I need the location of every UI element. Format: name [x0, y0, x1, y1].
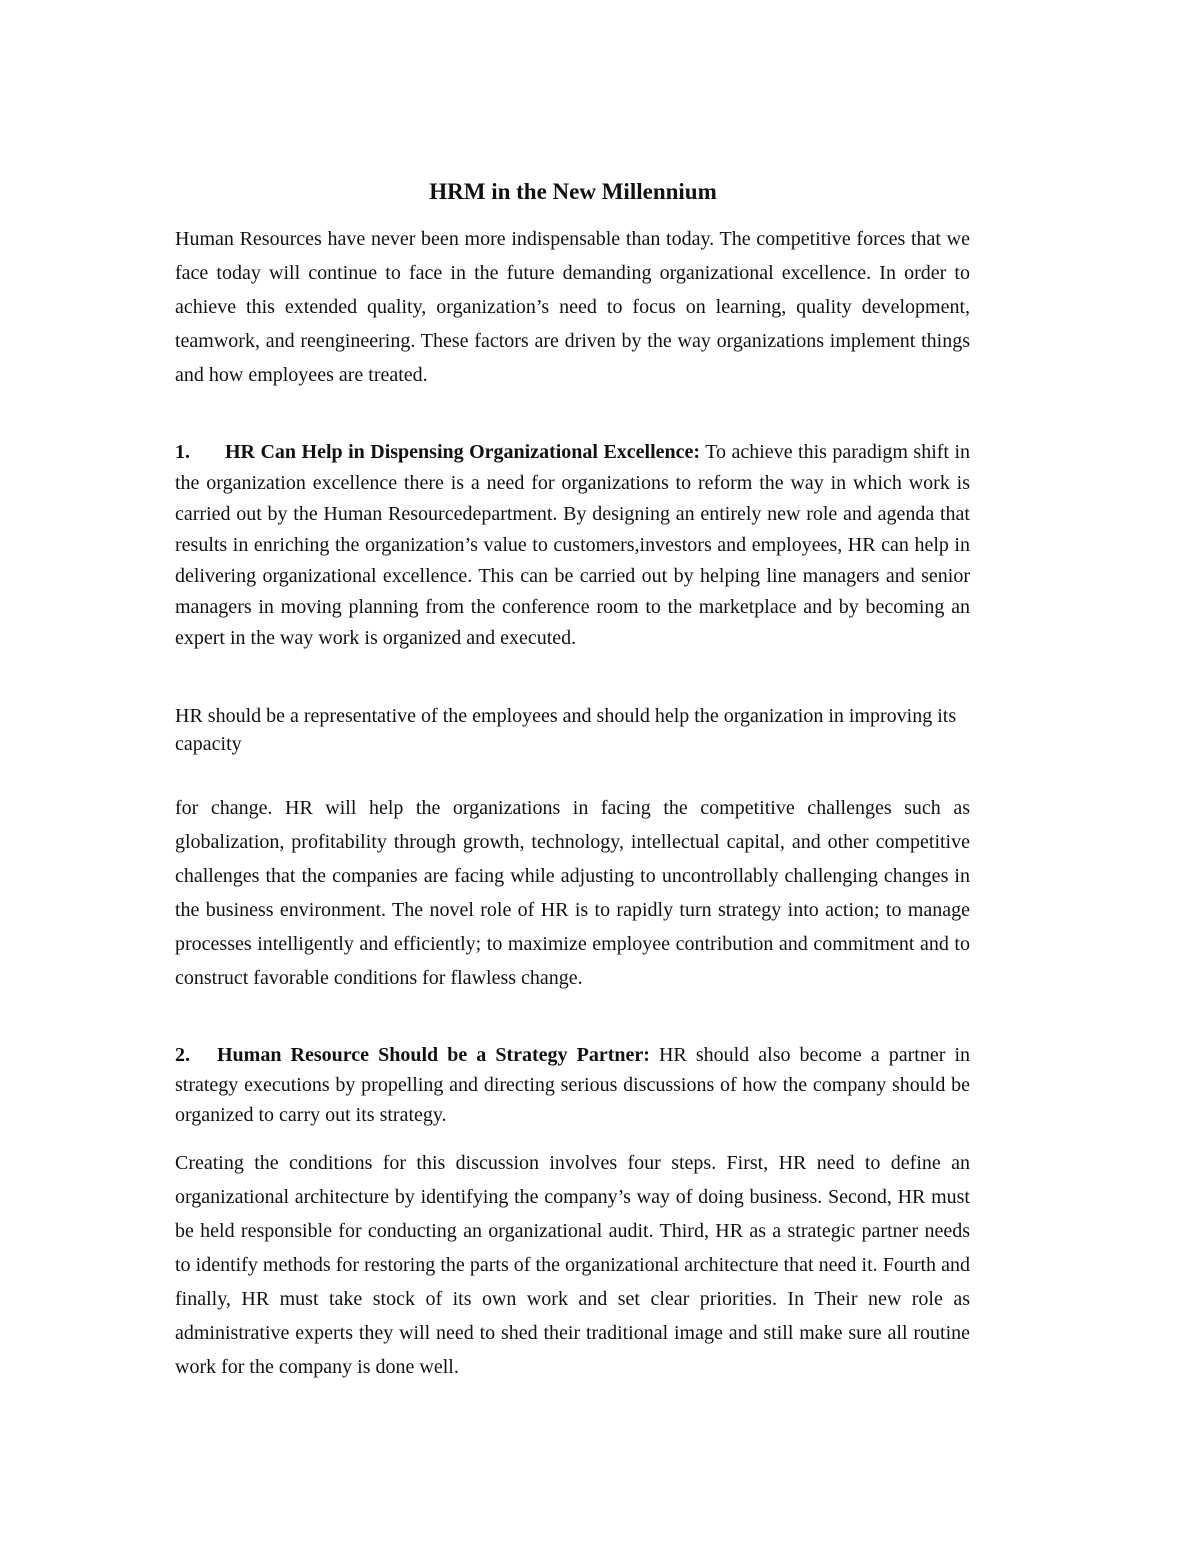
section-2-heading: Human Resource Should be a Strategy Partner: — [217, 1044, 650, 1066]
section-1-number: 1. — [175, 441, 190, 463]
section-2-paragraph — [175, 1040, 970, 1130]
change-paragraph: for change. HR will help the organizations in facing the competitive challenges such as globalization, profitability through growth, technology, intellectual capital, and other competitive challenges that the companies are facing while adjusting to uncontrollably challenging changes in the business environment. The novel role of HR is to rapidly turn strategy into action; to manage processes intelligently and efficiently; to maximize employee contribution and commitment and to construct favorable conditions for flawless change. — [175, 797, 970, 989]
intro-paragraph: Human Resources have never been more indispensable than today. The competitive forces that we face today will continue to face in the future demanding organizational excellence. In order to achieve this extended quality, organization’s need to focus on learning, quality development, teamwork, and reengineering. These factors are driven by the way organizations implement things and how employees are treated. — [175, 228, 970, 386]
representative-paragraph: HR should be a representative of the employees and should help the organization in improving its capacity — [175, 705, 957, 755]
section-1-paragraph — [175, 437, 970, 654]
section-2-body: HR should also become a partner in strategy executions by propelling and directing serious discussions of how the company should be organized to carry out its strategy. — [175, 1044, 971, 1126]
document-title: HRM in the New Millennium — [429, 179, 717, 204]
section-1-body: To achieve this paradigm shift in the organization excellence there is a need for organizations to reform the way in which work is carried out by the Human Resourcedepartment. By designing an entirely new role and agenda that results in enriching the organization’s value to customers,investors and employees, HR can help in delivering organizational excellence. This can be carried out by helping line managers and senior managers in moving planning from the conference room to the marketplace and by becoming an expert in the way work is organized and executed. — [175, 441, 970, 649]
steps-paragraph: Creating the conditions for this discussion involves four steps. First, HR need to define an organizational architecture by identifying the company’s way of doing business. Second, HR must be held responsible for conducting an organizational audit. Third, HR as a strategic partner needs to identify methods for restoring the parts of the organizational architecture that need it. Fourth and finally, HR must take stock of its own work and set clear priorities. In Their new role as administrative experts they will need to shed their traditional image and still make sure all routine work for the company is done well. — [175, 1152, 970, 1378]
section-2-number: 2. — [175, 1044, 190, 1066]
section-1-heading: HR Can Help in Dispensing Organizational Excellence: — [225, 441, 701, 463]
